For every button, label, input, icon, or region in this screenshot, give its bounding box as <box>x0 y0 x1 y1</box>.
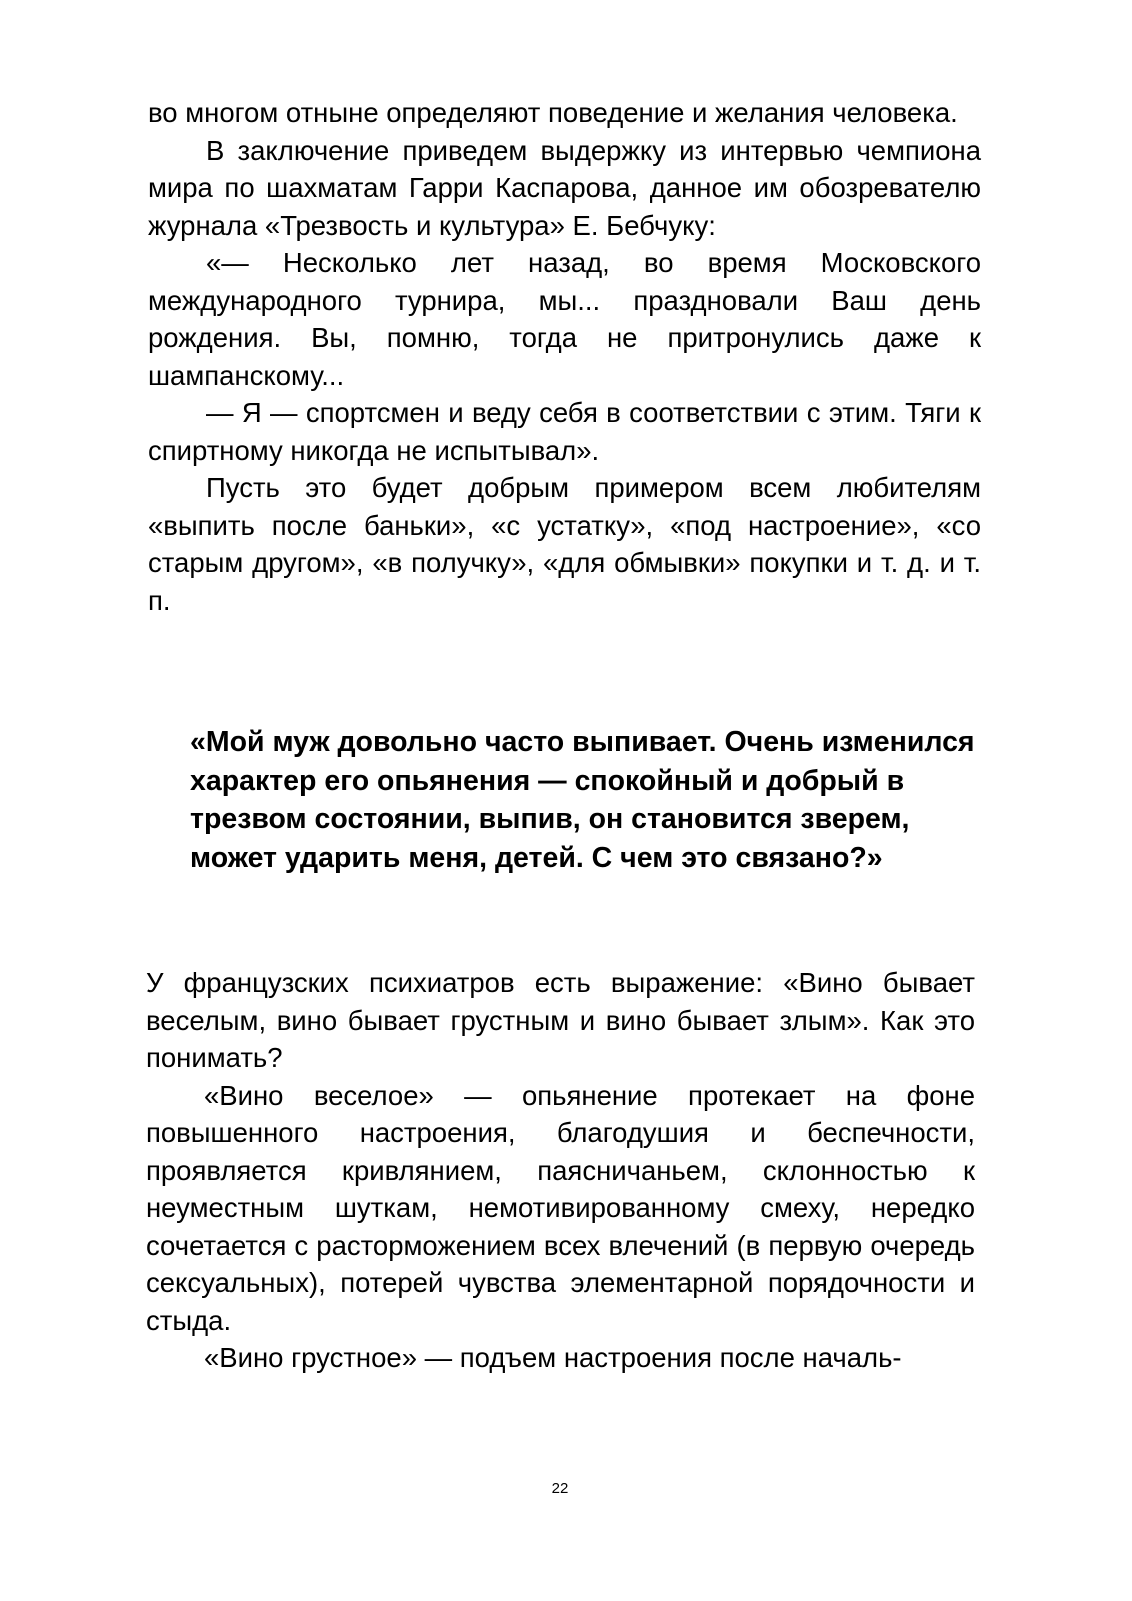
paragraph: во многом отныне определяют поведение и желания человека. <box>148 97 958 128</box>
interview-question: «— Несколько лет назад, во время Московского международного турнира, мы... праздновали Ваш день рождения. Вы, помню, тогда не притронулись даже к шампанскому... <box>148 247 981 391</box>
paragraph: «Вино грустное» — подъем настроения после началь- <box>204 1342 902 1373</box>
paragraph: В заключение приведем выдержку из интервью чемпиона мира по шахматам Гарри Каспарова, данное им обозревателю журнала «Трезвость и культура» Е. Бебчуку: <box>148 134 981 241</box>
paragraph: Пусть это будет добрым примером всем любителям «выпить после баньки», «с устатку», «под настроение», «со старым другом», «в получку», «для обмывки» покупки и т. д. и т. п. <box>148 472 981 616</box>
page-number: 22 <box>551 1480 569 1497</box>
interview-answer: — Я — спортсмен и веду себя в соответствии с этим. Тяги к спиртному никогда не испытывал». <box>148 397 981 466</box>
paragraph: У французских психиатров есть выражение: «Вино бывает веселым, вино бывает грустным и вино бывает злым». Как это понимать? <box>146 967 975 1073</box>
bottom-text-block <box>146 964 975 1377</box>
paragraph: «Вино веселое» — опьянение протекает на фоне повышенного настроения, благодушия и беспечности, проявляется кривлянием, паясничаньем, склонностью к неуместным шуткам, немотивированному смеху, нередко сочетается с расторможением всех влечений (в первую очередь сексуальных), потерей чувства элементарной порядочности и стыда. <box>146 1079 975 1336</box>
reader-question-heading: «Мой муж довольно часто выпивает. Очень изменился характер его опьянения — спокойный и добрый в трезвом состоянии, выпив, он становится зверем, может ударить меня, детей. С чем это связано?» <box>190 726 975 874</box>
top-text-block <box>148 94 981 619</box>
